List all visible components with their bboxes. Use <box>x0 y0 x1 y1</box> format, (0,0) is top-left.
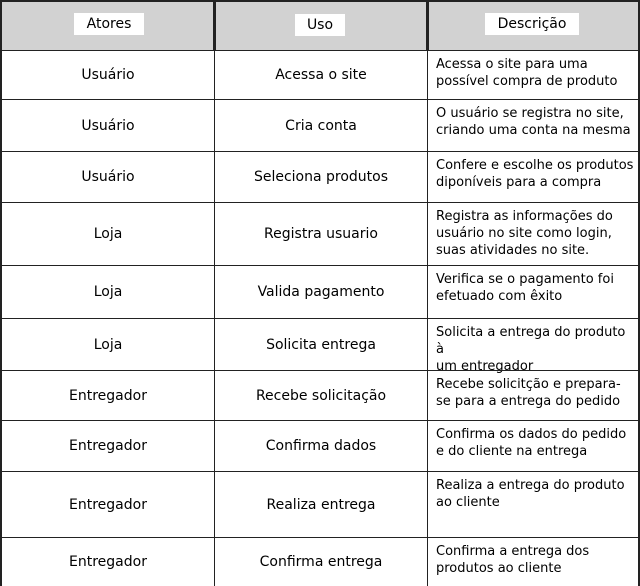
header-cell-descricao <box>428 0 640 50</box>
description-cell: Confirma a entrega dos produtos ao cliente <box>428 538 640 586</box>
use-cell: Seleciona produtos <box>215 152 428 202</box>
use-cell: Registra usuario <box>215 203 428 265</box>
table-row <box>0 50 640 99</box>
table-row <box>0 420 640 471</box>
description-cell: Confere e escolhe os produtos diponíveis para a compra <box>428 152 640 202</box>
header-cell-uso <box>215 0 428 50</box>
description-cell: Solicita a entrega do produto à um entregador <box>428 319 640 370</box>
table-row <box>0 151 640 202</box>
actor-cell: Entregador <box>0 472 215 537</box>
use-cell: Valida pagamento <box>215 266 428 318</box>
header-uso: Uso <box>295 14 345 36</box>
description-cell: O usuário se registra no site, criando uma conta na mesma <box>428 100 640 151</box>
description-cell: Acessa o site para uma possível compra de produto <box>428 51 640 99</box>
use-cell: Cria conta <box>215 100 428 151</box>
header-descricao: Descrição <box>485 13 579 35</box>
table-row <box>0 265 640 318</box>
actor-cell: Loja <box>0 203 215 265</box>
actor-cell: Entregador <box>0 371 215 420</box>
table-row <box>0 99 640 151</box>
header-atores: Atores <box>74 13 144 35</box>
actor-cell: Usuário <box>0 152 215 202</box>
use-cell: Confirma dados <box>215 421 428 471</box>
use-cell: Recebe solicitação <box>215 371 428 420</box>
table-row <box>0 537 640 586</box>
description-cell: Registra as informações do usuário no site como login, suas atividades no site. <box>428 203 640 265</box>
table-row <box>0 318 640 374</box>
description-cell: Recebe solicitção e prepara- se para a entrega do pedido <box>428 371 640 420</box>
header-cell-atores <box>0 0 215 50</box>
table-row <box>0 202 640 265</box>
actor-cell: Usuário <box>0 51 215 99</box>
table-row <box>0 370 640 420</box>
use-cell: Solicita entrega <box>215 319 428 370</box>
description-cell: Verifica se o pagamento foi efetuado com êxito <box>428 266 640 318</box>
description-cell: Realiza a entrega do produto ao cliente <box>428 472 640 537</box>
use-cell: Confirma entrega <box>215 538 428 586</box>
use-cell: Realiza entrega <box>215 472 428 537</box>
actor-cell: Entregador <box>0 421 215 471</box>
actor-cell: Loja <box>0 319 215 370</box>
table-row <box>0 471 640 537</box>
actor-cell: Loja <box>0 266 215 318</box>
actor-cell: Entregador <box>0 538 215 586</box>
description-cell: Confirma os dados do pedido e do cliente na entrega <box>428 421 640 471</box>
actor-cell: Usuário <box>0 100 215 151</box>
use-cell: Acessa o site <box>215 51 428 99</box>
